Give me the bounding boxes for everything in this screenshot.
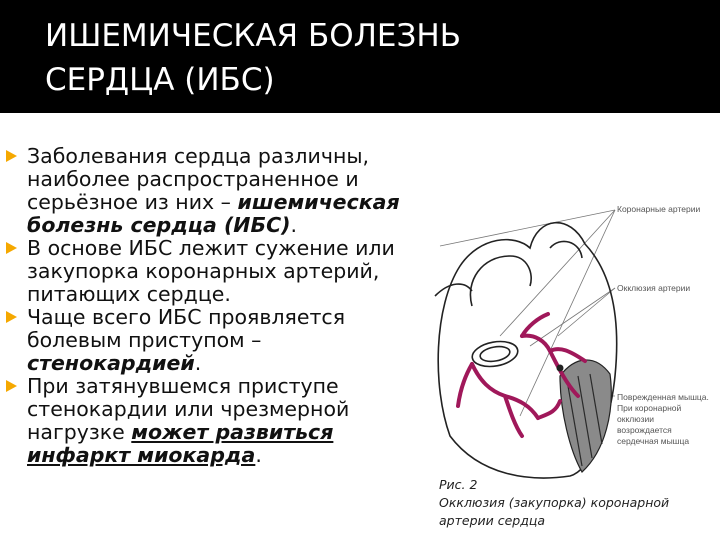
bullet-item — [6, 145, 436, 237]
bullet-text: В основе ИБС лежит сужение или закупорка коронарных артерий, питающих сердце. — [27, 236, 395, 306]
title-line-2: СЕРДЦА (ИБС) — [45, 62, 275, 98]
label-line: Поврежденная мышца. — [617, 392, 709, 402]
damaged-muscle-region — [560, 360, 611, 472]
figure-caption — [439, 476, 719, 530]
label-artery-occlusion: Окклюзия артерии — [617, 283, 691, 293]
bullet-marker-icon — [6, 150, 17, 162]
bullet-emphasis: может развиться инфаркт миокарда — [27, 420, 334, 467]
bullet-text-end: . — [194, 351, 202, 375]
label-line: сердечная мышца — [617, 436, 690, 446]
bullet-emphasis: ишемическая болезнь сердца (ИБС) — [27, 190, 400, 237]
occlusion-point — [557, 365, 564, 372]
label-line: окклюзии — [617, 414, 654, 424]
bullet-item — [6, 375, 436, 467]
bullet-text: При затянувшемся приступе стенокардии или чрезмерной нагрузке — [27, 374, 350, 444]
label-line: При коронарной — [617, 403, 682, 413]
bullet-marker-icon — [6, 311, 17, 323]
bullet-text-end: . — [255, 443, 262, 467]
caption-number: Рис. 2 — [439, 477, 478, 492]
bullet-text: Заболевания сердца различны, наиболее распространенное и серьёзное из них – — [27, 144, 370, 214]
caption-line: артерии сердца — [439, 513, 546, 528]
bullet-text: Чаще всего ИБС проявляется болевым приступом – — [27, 305, 346, 352]
label-line: возрождается — [617, 425, 672, 435]
label-coronary-arteries: Коронарные артерии — [617, 204, 701, 214]
title-line-1: ИШЕМИЧЕСКАЯ БОЛЕЗНЬ — [45, 18, 461, 54]
bullet-text-end: . — [290, 213, 298, 237]
slide-title — [45, 14, 645, 102]
bullet-list — [6, 145, 436, 467]
bullet-item — [6, 306, 436, 375]
bullet-marker-icon — [6, 242, 17, 254]
bullet-item — [6, 237, 436, 306]
label-damaged-muscle — [617, 392, 709, 447]
caption-line: Окклюзия (закупорка) коронарной — [439, 495, 670, 510]
bullet-emphasis: стенокардией — [27, 351, 195, 375]
bullet-marker-icon — [6, 380, 17, 392]
title-bar — [0, 0, 720, 113]
